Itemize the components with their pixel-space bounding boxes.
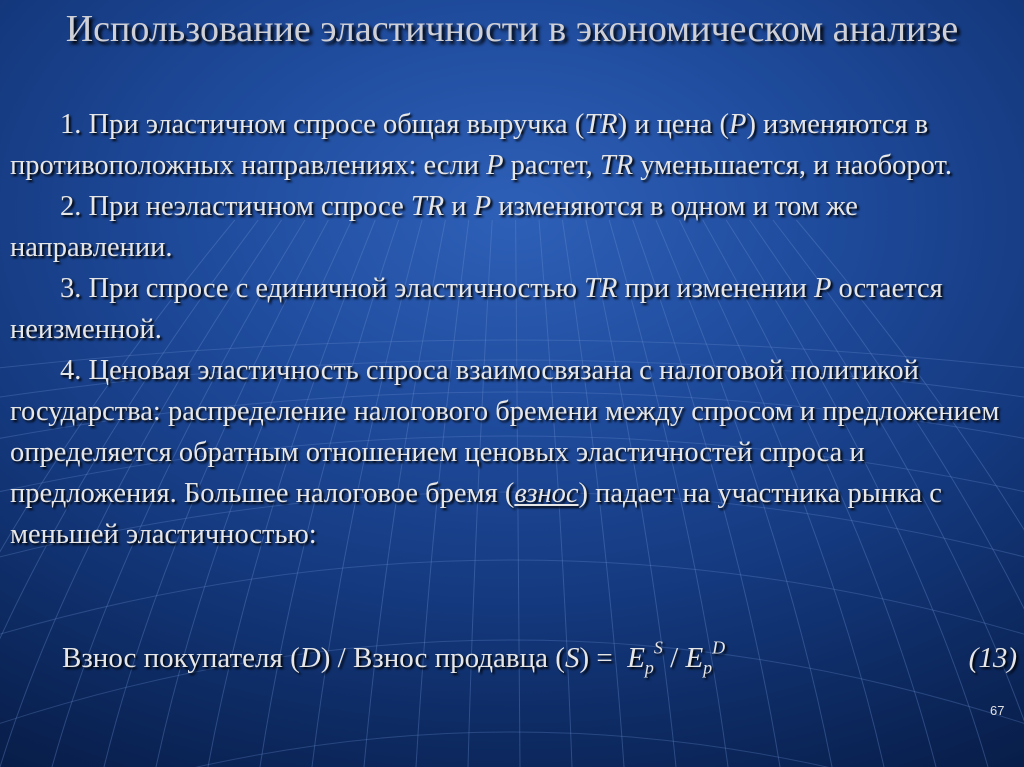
formula-elasticity-supply xyxy=(627,637,663,678)
paragraph-2 xyxy=(10,186,1010,268)
formula-paren: ) = xyxy=(579,642,628,674)
formula-e-symbol: E xyxy=(685,642,704,674)
text-run: остается неизменной. xyxy=(10,273,943,345)
paragraph-1 xyxy=(10,104,1010,186)
italic-term: TR xyxy=(584,109,618,140)
formula-e-sub: p xyxy=(703,657,713,678)
text-run: ) изменяются в противоположных направлениях: если xyxy=(10,109,929,181)
formula-buyer-label: Взнос покупателя xyxy=(62,642,283,674)
text-run: 2. При неэластичном спросе xyxy=(60,191,411,222)
paragraph-3 xyxy=(10,268,1010,350)
italic-term: P xyxy=(813,273,832,304)
formula-sup-demand: D xyxy=(712,637,726,658)
slide-body xyxy=(10,104,1010,555)
formula-slash: / xyxy=(662,642,686,674)
italic-term: P xyxy=(486,150,504,181)
text-run: ) и цена ( xyxy=(617,109,730,140)
formula-buyer-var: D xyxy=(299,642,321,674)
text-run: 1. При эластичном спросе общая выручка ( xyxy=(60,109,585,140)
italic-term: TR xyxy=(410,191,445,222)
formula-paren: ) / xyxy=(320,642,353,674)
formula-seller-label: Взнос продавца xyxy=(352,642,549,674)
formula-sup-supply: S xyxy=(653,637,663,658)
italic-term: P xyxy=(473,191,492,222)
text-run: изменяются в одном и том же направлении. xyxy=(10,191,858,263)
slide-title: Использование эластичности в экономическом анализе xyxy=(65,8,959,50)
formula-e-symbol: E xyxy=(627,642,645,674)
formula-elasticity-demand xyxy=(685,637,726,678)
formula-seller-var: S xyxy=(564,642,580,674)
italic-term: P xyxy=(729,109,747,140)
formula-e-sub: p xyxy=(644,657,654,678)
paragraph-4 xyxy=(10,350,1010,555)
italic-term: TR xyxy=(584,273,618,304)
italic-term: взнос xyxy=(514,478,579,509)
slide-number: 67 xyxy=(990,703,1005,718)
text-run: ) падает на участника рынка с меньшей эластичностью: xyxy=(10,478,942,550)
text-run: 3. При спросе с единичной эластичностью xyxy=(60,273,585,304)
grid-line xyxy=(0,560,1024,640)
formula-number: (13) xyxy=(968,642,1017,674)
formula-13 xyxy=(62,638,1017,678)
text-run: уменьшается, и наоборот. xyxy=(633,150,952,181)
text-run: при изменении xyxy=(617,273,814,304)
text-run: растет, xyxy=(503,150,600,181)
formula-paren: ( xyxy=(290,642,300,674)
formula-paren: ( xyxy=(555,642,565,674)
italic-term: TR xyxy=(599,150,634,181)
text-run: и xyxy=(444,191,474,222)
grid-line xyxy=(0,732,1024,767)
text-run: 4. Ценовая эластичность спроса взаимосвязана с налоговой политикой государства: распределение налогового бремени между спросом и предложением определяется обратным отношением ценовых эластичностей спроса и предложения. Большее налоговое бремя ( xyxy=(10,355,1000,509)
